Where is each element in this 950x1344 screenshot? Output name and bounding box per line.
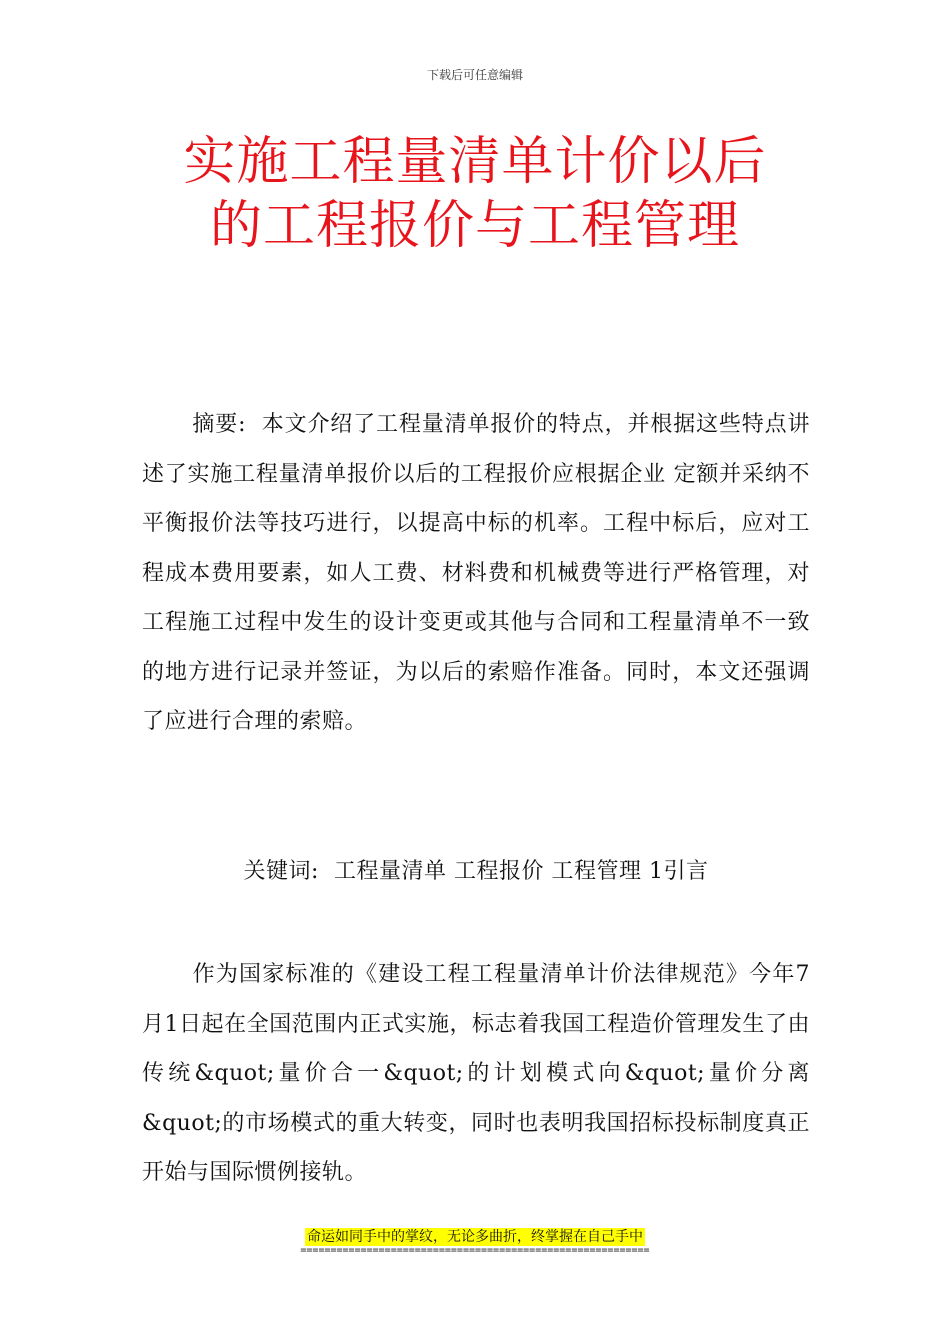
footer-motto-text: 命运如同手中的掌纹，无论多曲折，终掌握在自己手中 xyxy=(307,1229,643,1245)
abstract-text: 本文介绍了工程量清单报价的特点，并根据这些特点讲述了实施工程量清单报价以后的工程报价应根据企业 定额并采纳不平衡报价法等技巧进行，以提高中标的机率。工程中标后，应对工程成本费用要素，如人工费、材料费和机械费等进行严格管理，对工程施工过程中发生的设计变更或其他与合同和工程量清单不一致的地方进行记录并签证，为以后的索赔作准备。同时，本文还强调了应进行合理的索赔。 xyxy=(142,412,810,734)
abstract-paragraph xyxy=(142,400,810,747)
footer-rule: ========================================================== xyxy=(300,1245,650,1256)
intro-paragraph xyxy=(142,950,810,1198)
keywords-text: 工程量清单 工程报价 工程管理 1引言 xyxy=(333,859,709,884)
document-title xyxy=(100,130,850,258)
header-note: 下载后可任意编辑 xyxy=(426,68,523,82)
keywords-line xyxy=(142,852,810,892)
abstract-label: 摘要: xyxy=(192,412,246,437)
title-line-2: 的工程报价与工程管理 xyxy=(209,196,740,256)
intro-text: 作为国家标准的《建设工程工程量清单计价法律规范》今年7月1日起在全国范围内正式实施，标志着我国工程造价管理发生了由传统&quot;量价合一&quot;的计划模式向&quot;量价分离&quot;的市场模式的重大转变，同时也表明我国招标投标制度真正开始与国际惯例接轨。 xyxy=(142,962,810,1185)
title-line-1: 实施工程量清单计价以后 xyxy=(183,132,767,192)
keywords-label: 关键词: xyxy=(243,859,319,884)
